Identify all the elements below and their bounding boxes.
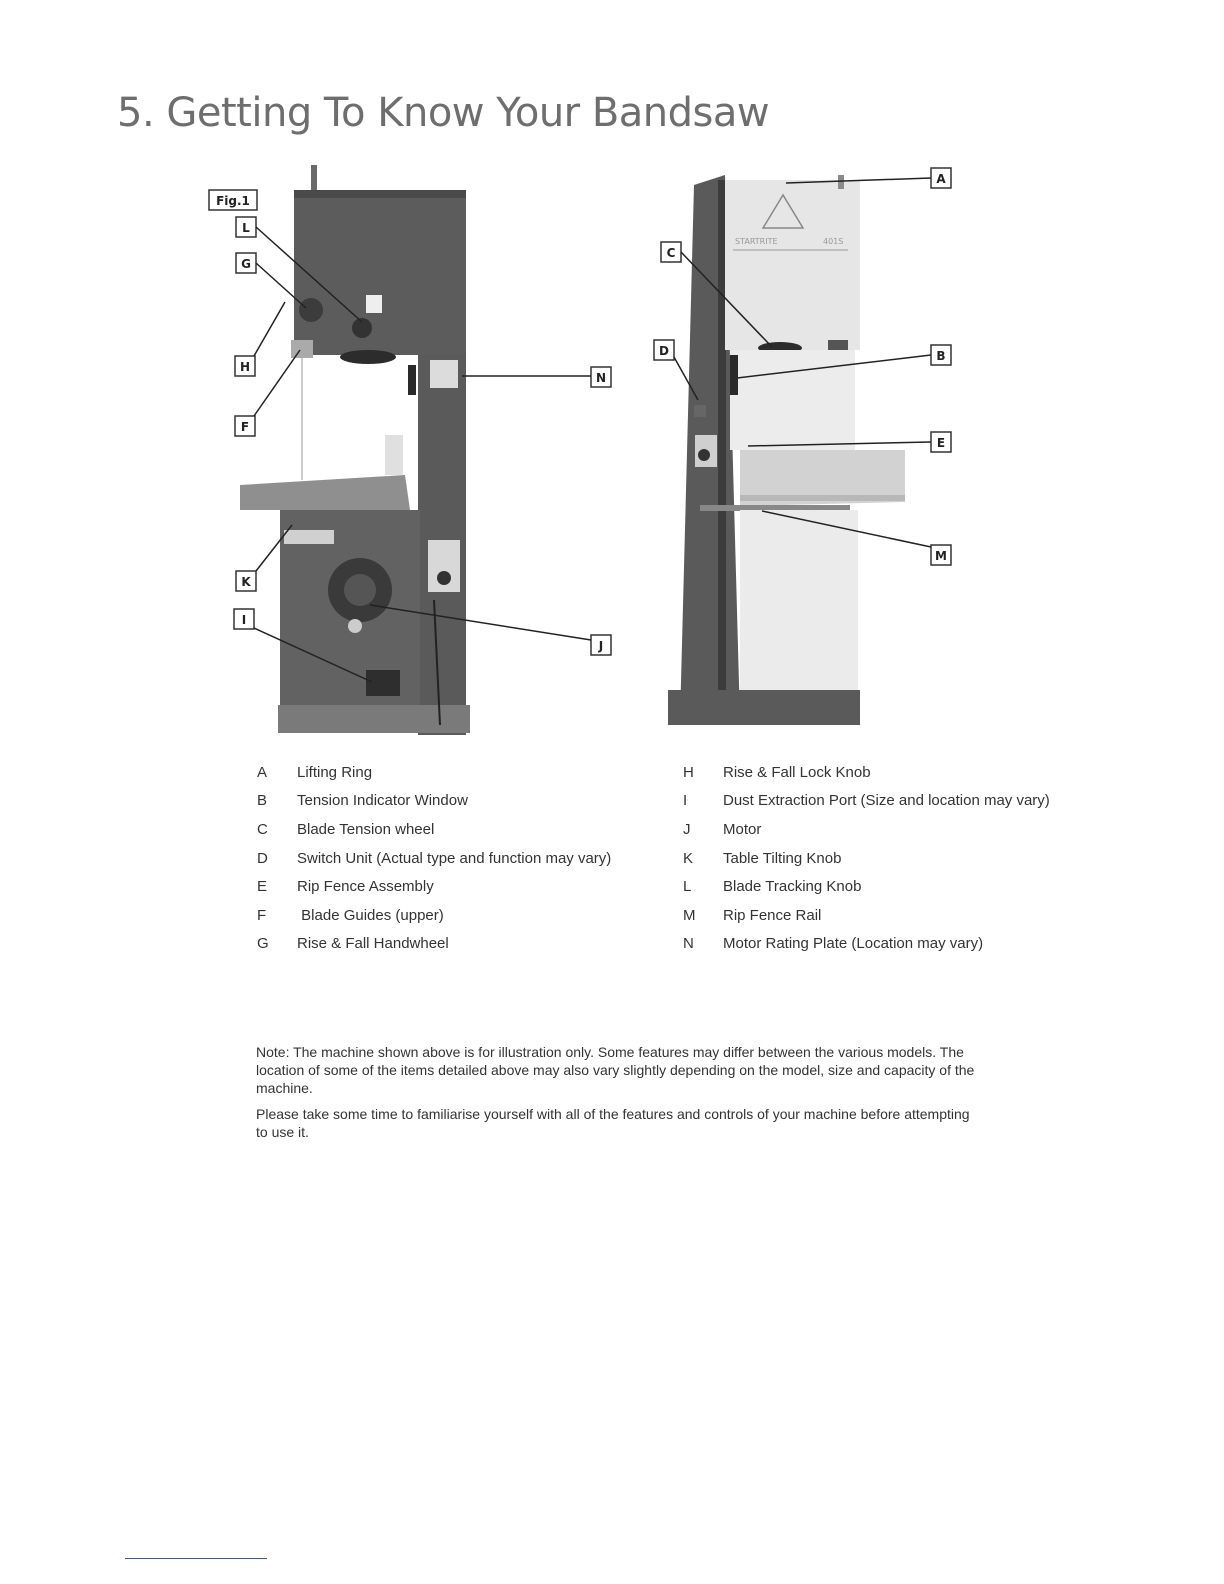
legend-key: N: [683, 935, 694, 953]
legend-label: Tension Indicator Window: [297, 792, 468, 810]
legend-row: [257, 872, 611, 901]
legend-label: Rise & Fall Handwheel: [297, 935, 449, 953]
svg-text:K: K: [241, 575, 251, 589]
legend-row: [257, 844, 611, 873]
legend-key: E: [257, 878, 268, 896]
svg-text:A: A: [936, 172, 946, 186]
callout-H: [235, 302, 285, 376]
legend-label: Switch Unit (Actual type and function may vary): [297, 849, 612, 867]
legend-label: Rip Fence Rail: [723, 906, 822, 924]
svg-text:F: F: [240, 420, 250, 434]
bandsaw-figure: [0, 150, 1224, 740]
legend-row: [257, 758, 611, 787]
svg-text:G: G: [241, 257, 251, 271]
legend-left: [257, 758, 611, 958]
figure-label-text: Fig.1: [216, 194, 250, 208]
legend-row: [257, 901, 611, 930]
svg-text:E: E: [936, 436, 946, 450]
legend-row: [257, 815, 611, 844]
familiarise-note: Please take some time to familiarise yourself with all of the features and controls of your machine before attempting to use it.: [256, 1106, 970, 1140]
legend-row: [683, 901, 1050, 930]
legend-row: [683, 872, 1050, 901]
legend-row: [683, 844, 1050, 873]
right-bandsaw-photo: [668, 175, 905, 725]
legend-row: [683, 815, 1050, 844]
left-bandsaw-photo: [240, 165, 470, 735]
legend-key: A: [257, 763, 268, 781]
legend-key: D: [257, 849, 268, 867]
legend-key: I: [683, 792, 688, 810]
legend-key: H: [683, 763, 694, 781]
svg-text:M: M: [935, 549, 947, 563]
legend-label: Lifting Ring: [297, 763, 373, 781]
legend-label: Rip Fence Assembly: [297, 878, 434, 896]
legend-row: [683, 758, 1050, 787]
legend-row: [257, 930, 611, 959]
legend-label: Blade Tension wheel: [297, 820, 435, 838]
svg-text:D: D: [659, 344, 669, 358]
svg-text:I: I: [241, 613, 247, 627]
legend-key: M: [683, 906, 696, 924]
svg-text:N: N: [595, 371, 607, 385]
legend-label: Dust Extraction Port (Size and location may vary): [723, 792, 1050, 810]
legend-key: K: [683, 849, 694, 867]
svg-text:L: L: [242, 221, 250, 235]
legend-row: [257, 787, 611, 816]
legend-right: [683, 758, 1050, 958]
legend-key: G: [257, 935, 269, 953]
page-title: 5. Getting To Know Your Bandsaw: [117, 90, 770, 136]
svg-text:H: H: [239, 360, 251, 374]
svg-text:J: J: [598, 639, 604, 653]
legend-key: L: [683, 878, 692, 896]
notes-section: [256, 1043, 976, 1149]
legend-key: C: [257, 820, 268, 838]
legend-row: [683, 930, 1050, 959]
figure-label: [209, 190, 257, 210]
legend-label: Motor Rating Plate (Location may vary): [723, 935, 984, 953]
footer-rule: [125, 1558, 267, 1559]
legend-label: Rise & Fall Lock Knob: [723, 763, 871, 781]
legend-label: Motor: [723, 820, 762, 838]
svg-text:B: B: [936, 349, 946, 363]
legend-key: B: [257, 792, 268, 810]
legend-label: Table Tilting Knob: [723, 849, 842, 867]
legend-key: F: [257, 906, 267, 924]
legend-label: Blade Tracking Knob: [723, 878, 862, 896]
legend-key: J: [683, 820, 691, 838]
model-text: 401S: [823, 237, 844, 246]
legend-row: [683, 787, 1050, 816]
svg-text:C: C: [666, 246, 676, 260]
brand-text: STARTRITE: [735, 237, 778, 246]
callout-N: [462, 367, 611, 387]
illustration-note: Note: The machine shown above is for illustration only. Some features may differ between the various models. The location of some of the items detailed above may also vary slightly depending on the model, size and capacity of the machine.: [256, 1044, 975, 1096]
legend-label: Blade Guides (upper): [297, 906, 444, 924]
